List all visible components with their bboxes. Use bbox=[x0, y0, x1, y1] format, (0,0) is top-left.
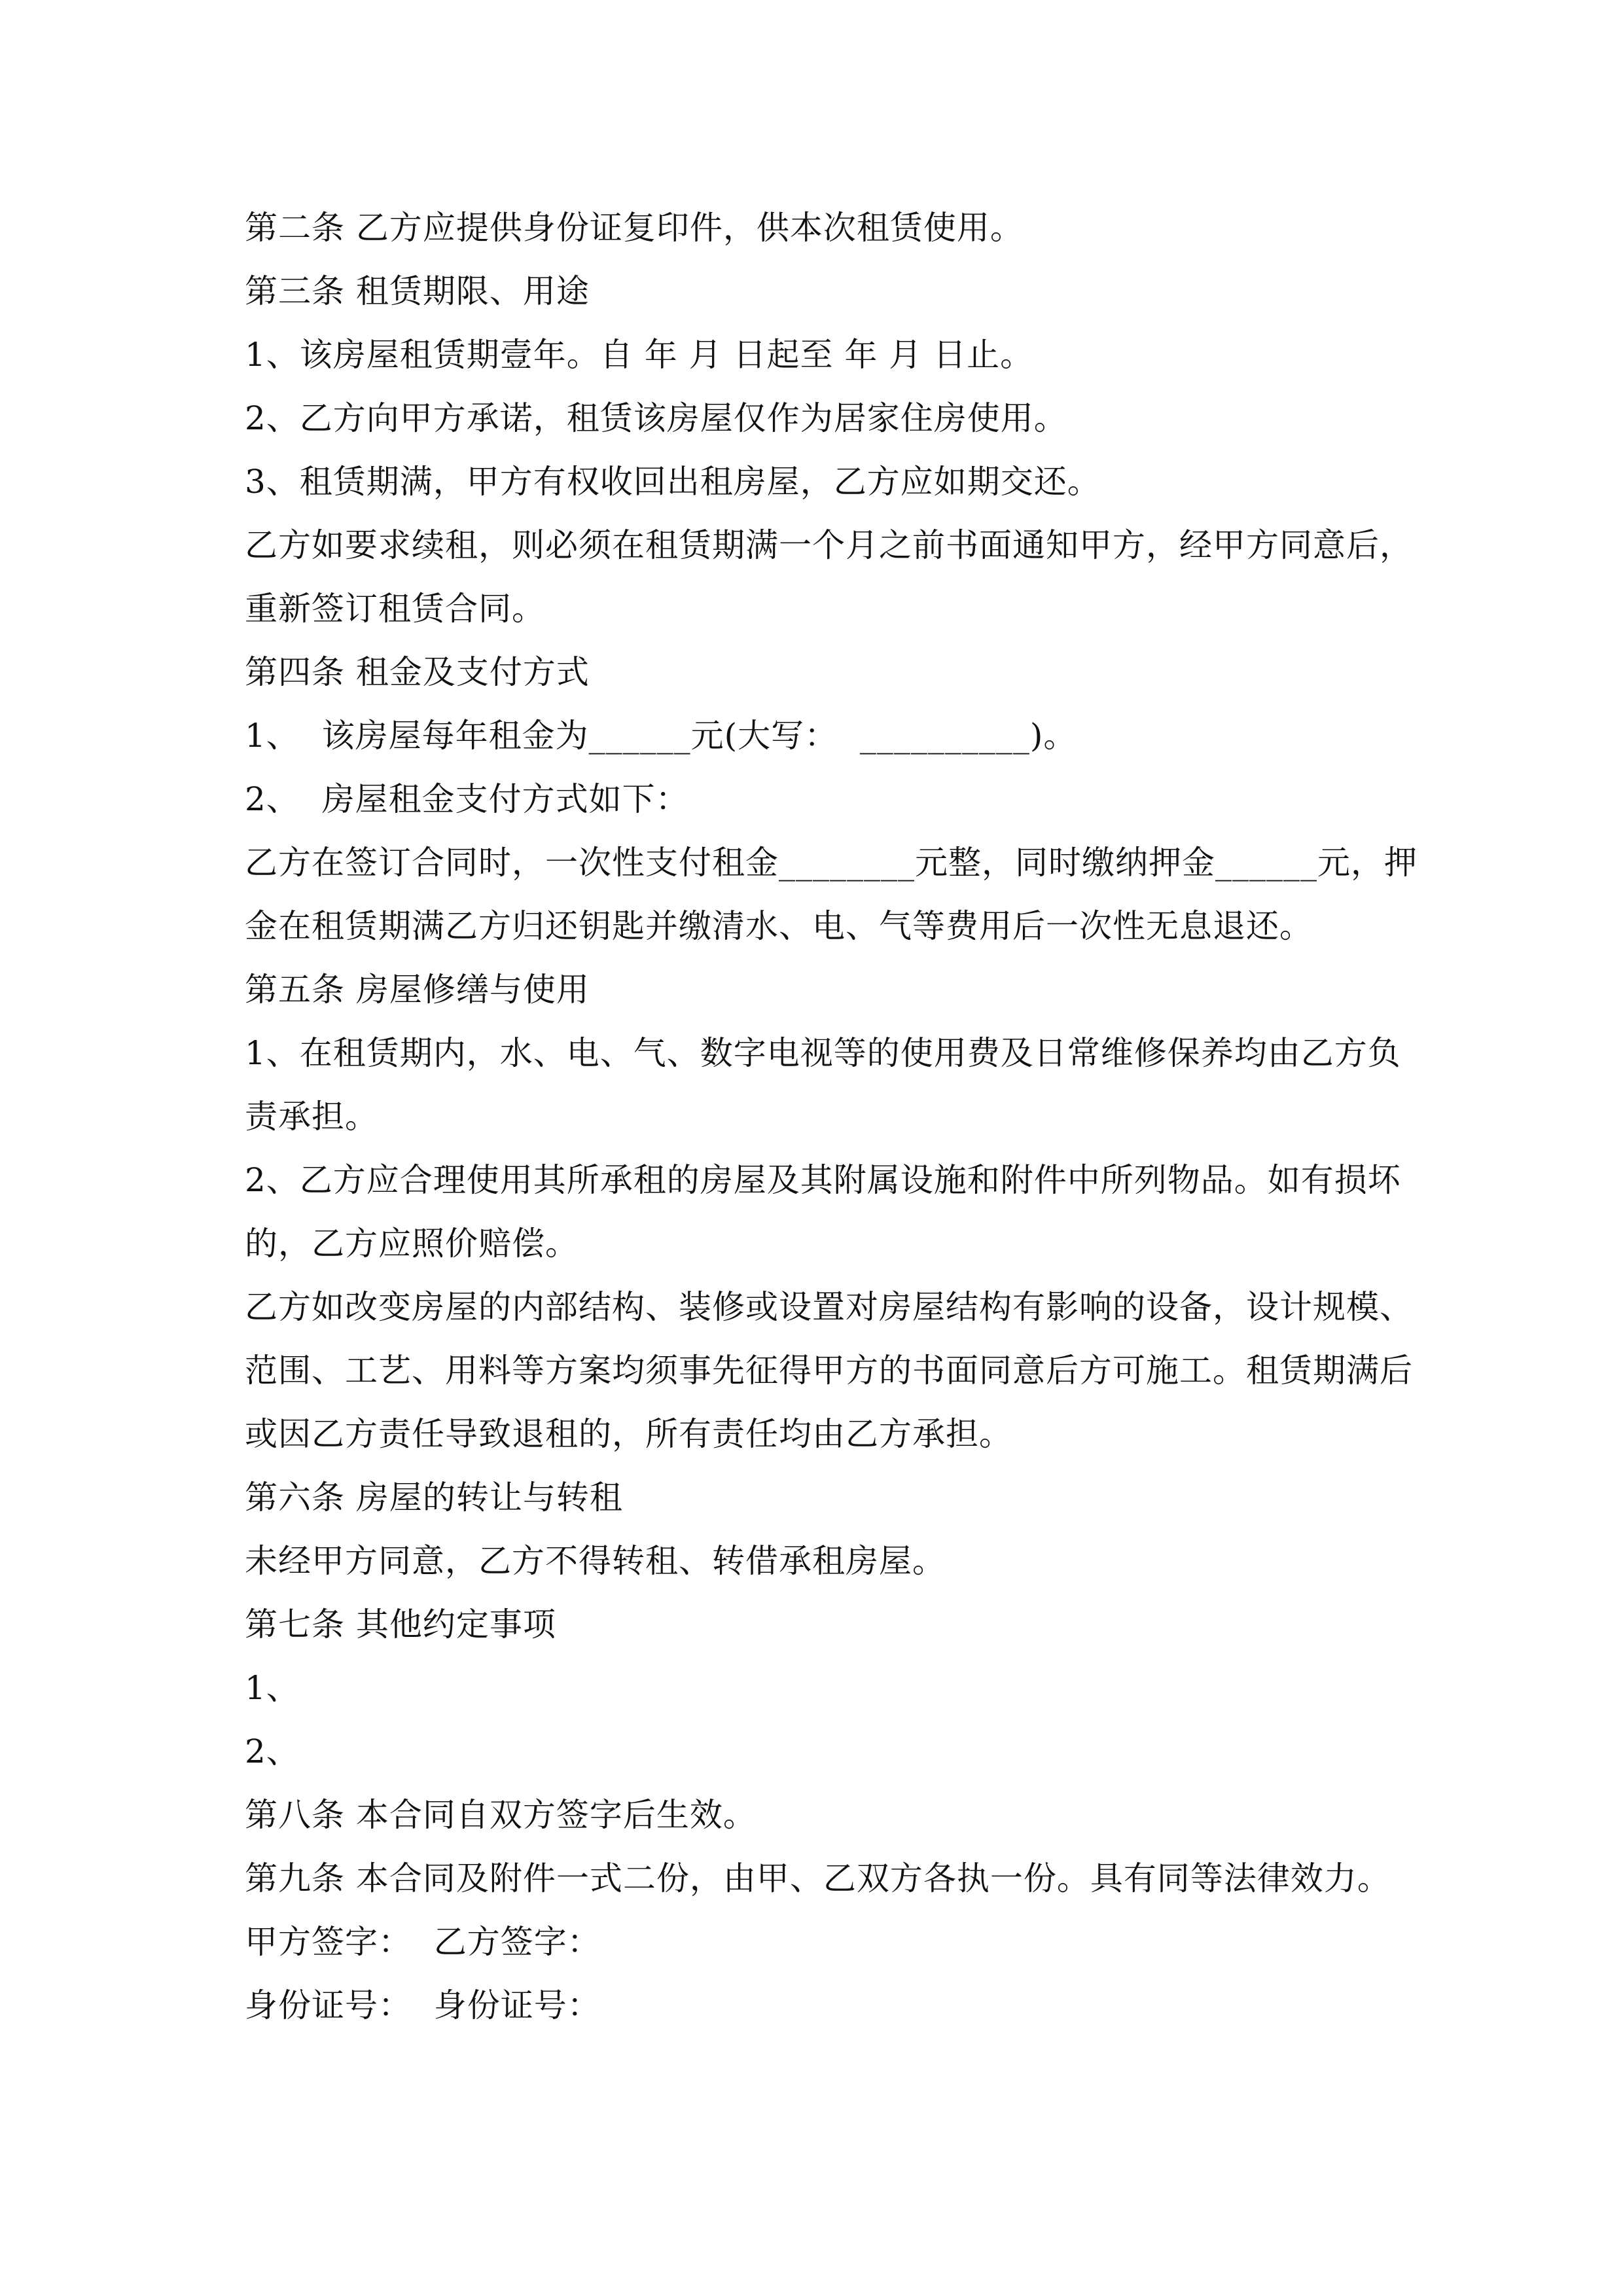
clause-3-heading: 第三条 租赁期限、用途 bbox=[245, 272, 590, 310]
id-number-line: 身份证号： 身份证号： bbox=[245, 1986, 601, 2024]
clause-3-item-1: 1、该房屋租赁期壹年。自 年 月 日起至 年 月 日止。 bbox=[245, 336, 1034, 374]
renewal-paragraph-line-1: 乙方如要求续租，则必须在租赁期满一个月之前书面通知甲方，经甲方同意后， bbox=[245, 526, 1413, 564]
clause-2: 第二条 乙方应提供身份证复印件，供本次租赁使用。 bbox=[245, 209, 1024, 247]
clause-5-heading: 第五条 房屋修缮与使用 bbox=[245, 971, 590, 1009]
clause-6-heading: 第六条 房屋的转让与转租 bbox=[245, 1479, 623, 1516]
payment-paragraph-line-1: 乙方在签订合同时，一次性支付租金________元整，同时缴纳押金______元，押 bbox=[245, 844, 1418, 882]
clause-3-item-3: 3、租赁期满，甲方有权收回出租房屋，乙方应如期交还。 bbox=[245, 463, 1101, 501]
clause-5-item-2-line-1: 2、乙方应合理使用其所承租的房屋及其附属设施和附件中所列物品。如有损坏 bbox=[245, 1161, 1401, 1199]
clause-3-item-2: 2、乙方向甲方承诺，租赁该房屋仅作为居家住房使用。 bbox=[245, 399, 1067, 437]
clause-4-item-1: 1、 该房屋每年租金为______元(大写： __________)。 bbox=[245, 717, 1077, 755]
clause-6-text: 未经甲方同意，乙方不得转租、转借承租房屋。 bbox=[245, 1542, 946, 1580]
alteration-paragraph-line-2: 范围、工艺、用料等方案均须事先征得甲方的书面同意后方可施工。租赁期满后 bbox=[245, 1352, 1413, 1390]
clause-5-item-1-line-2: 责承担。 bbox=[245, 1098, 378, 1136]
contract-body bbox=[245, 196, 1416, 2037]
alteration-paragraph-line-1: 乙方如改变房屋的内部结构、装修或设置对房屋结构有影响的设备，设计规模、 bbox=[245, 1288, 1413, 1326]
clause-5-item-2-line-2: 的，乙方应照价赔偿。 bbox=[245, 1225, 579, 1263]
payment-paragraph-line-2: 金在租赁期满乙方归还钥匙并缴清水、电、气等费用后一次性无息退还。 bbox=[245, 907, 1313, 945]
clause-4-item-2: 2、 房屋租金支付方式如下： bbox=[245, 780, 689, 818]
clause-7-item-1: 1、 bbox=[245, 1669, 300, 1707]
renewal-paragraph-line-2: 重新签订租赁合同。 bbox=[245, 590, 545, 628]
clause-4-heading: 第四条 租金及支付方式 bbox=[245, 653, 590, 691]
clause-8: 第八条 本合同自双方签字后生效。 bbox=[245, 1796, 757, 1834]
clause-7-heading: 第七条 其他约定事项 bbox=[245, 1605, 556, 1643]
alteration-paragraph-line-3: 或因乙方责任导致退租的，所有责任均由乙方承担。 bbox=[245, 1415, 1012, 1453]
clause-5-item-1-line-1: 1、在租赁期内，水、电、气、数字电视等的使用费及日常维修保养均由乙方负 bbox=[245, 1034, 1401, 1072]
signature-line: 甲方签字： 乙方签字： bbox=[245, 1923, 601, 1961]
clause-9: 第九条 本合同及附件一式二份，由甲、乙双方各执一份。具有同等法律效力。 bbox=[245, 1859, 1391, 1897]
clause-7-item-2: 2、 bbox=[245, 1732, 300, 1770]
